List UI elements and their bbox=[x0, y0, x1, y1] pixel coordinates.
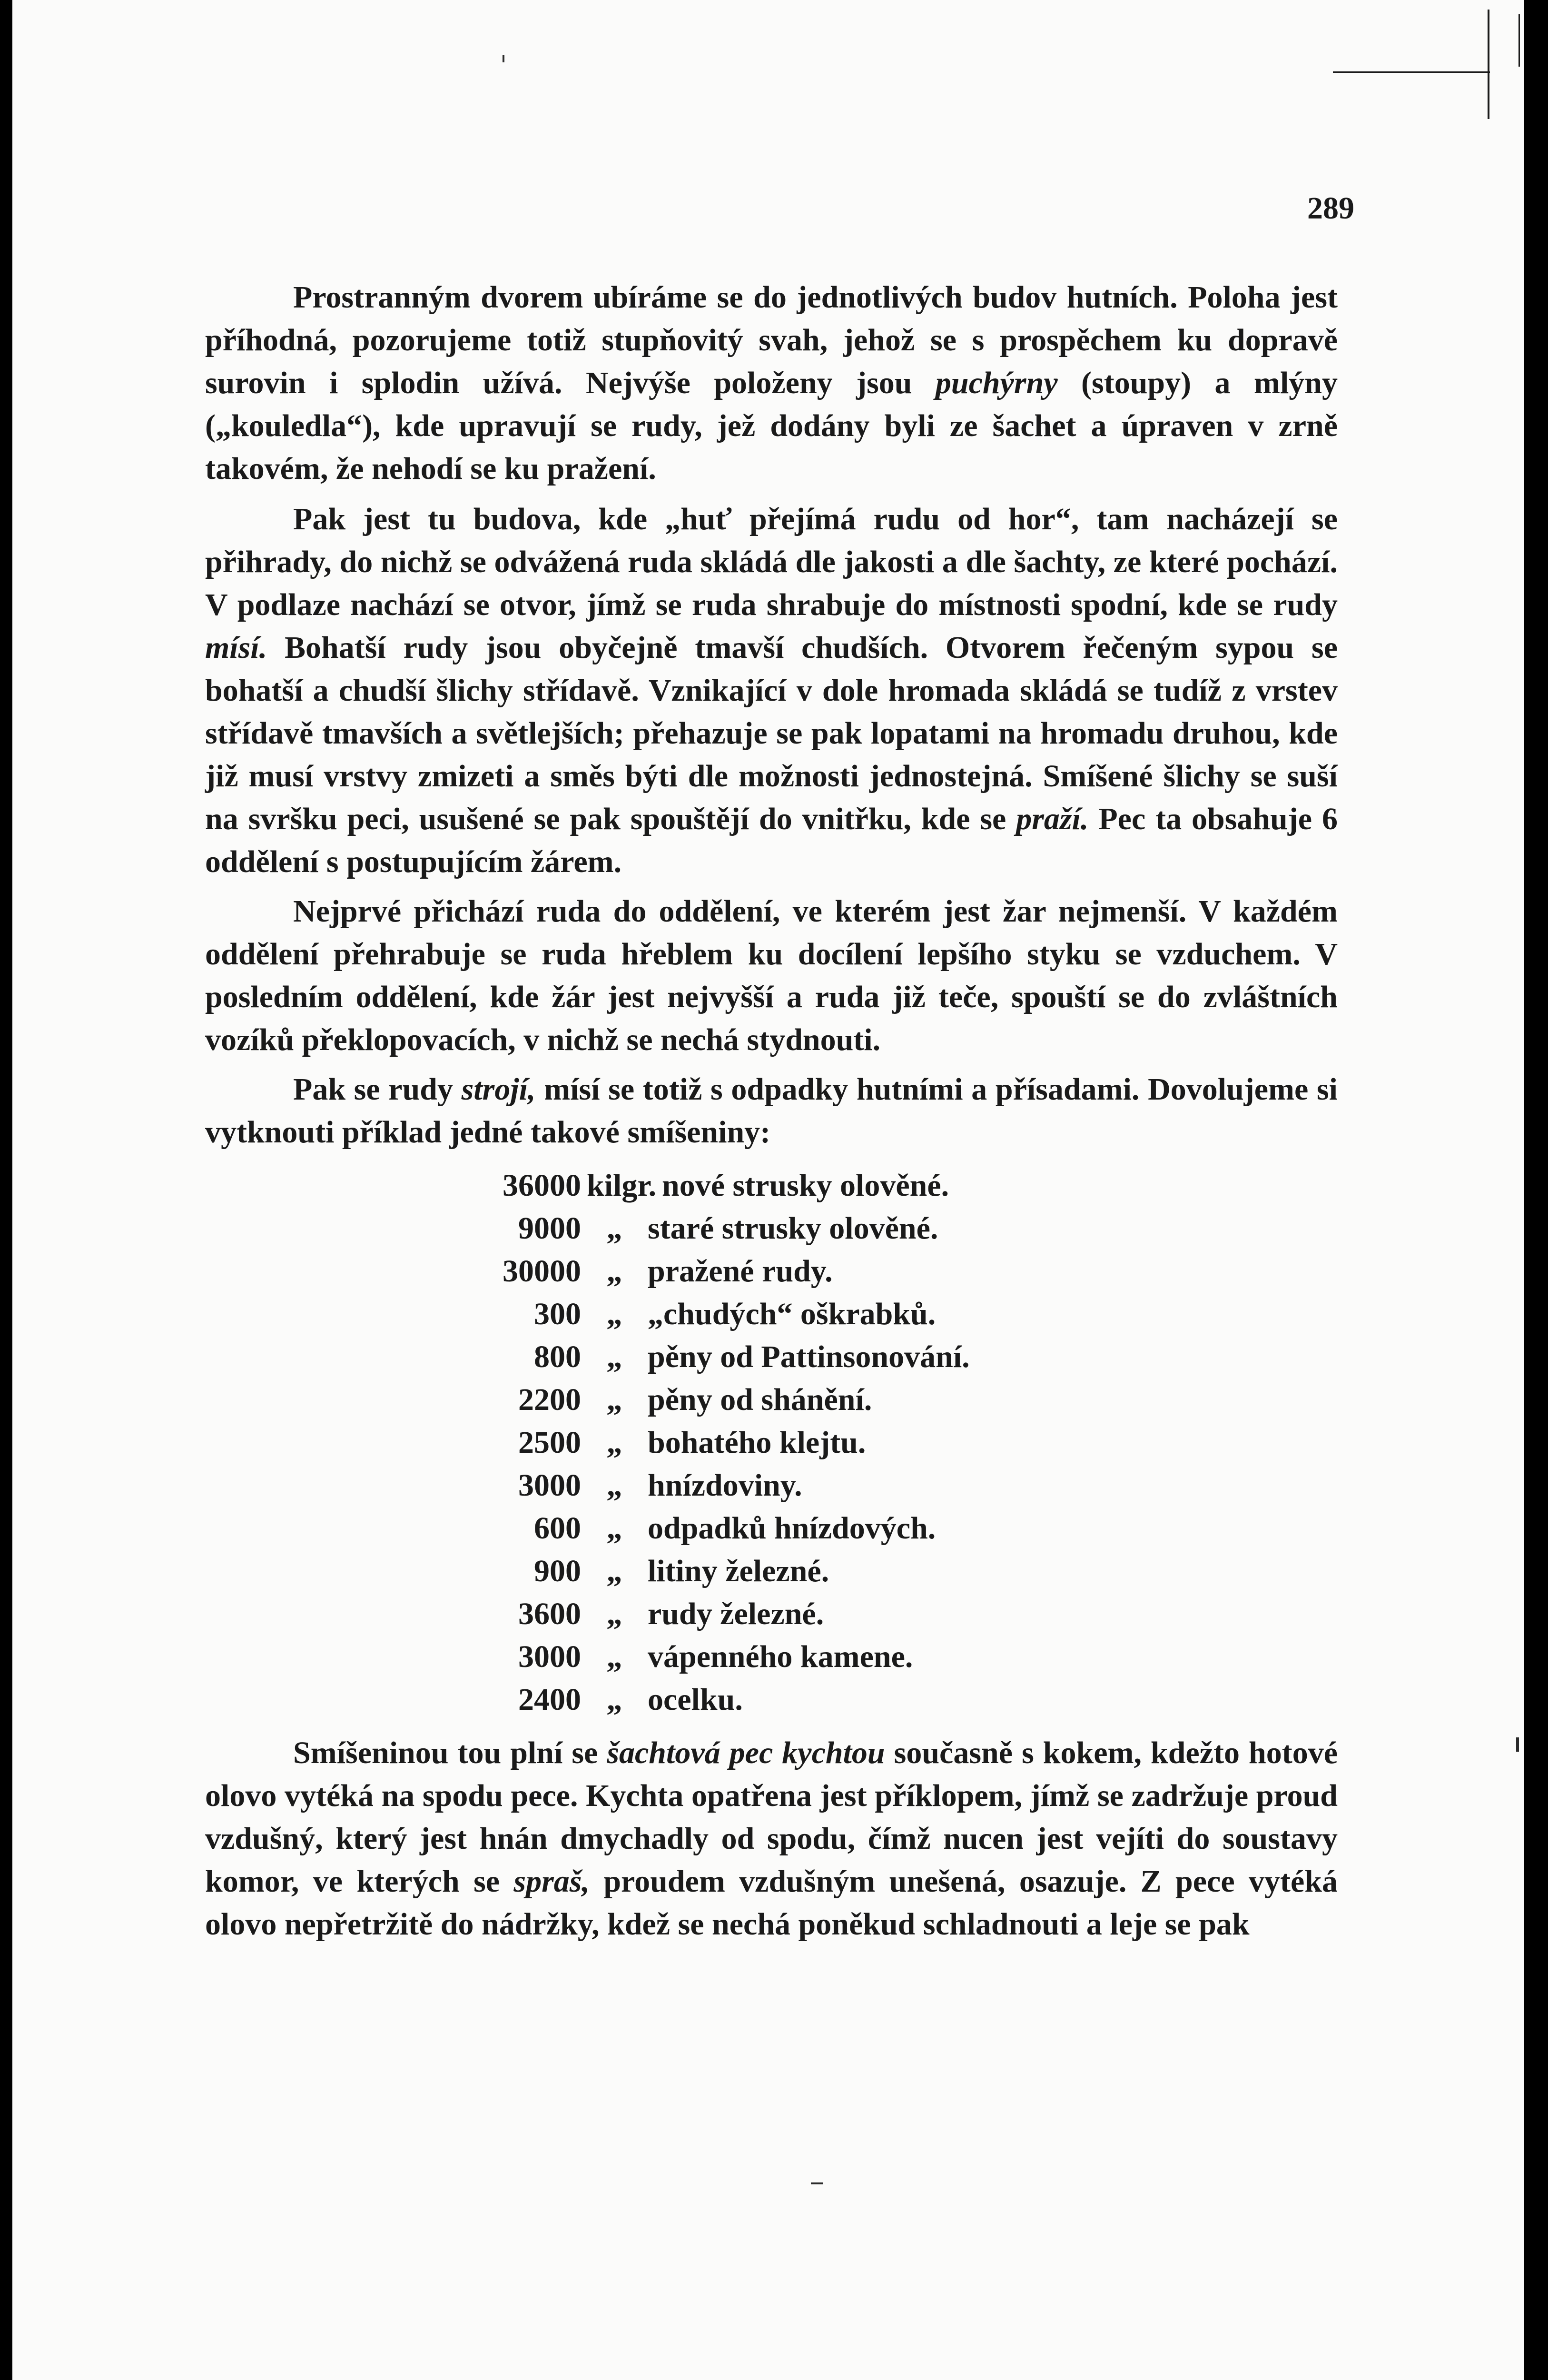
mixture-quantity: 900 bbox=[534, 1554, 581, 1588]
mixture-quantity: 2400 bbox=[518, 1682, 581, 1717]
mixture-unit: „ bbox=[606, 1597, 622, 1631]
mixture-quantity: 3600 bbox=[518, 1597, 581, 1631]
mixture-description: pěny od Pattinsonování. bbox=[648, 1339, 970, 1374]
book-page bbox=[12, 0, 1524, 2380]
text-run: Bohatší rudy jsou obyčejně tmavší chudších. Otvorem řečeným sypou se bohatší a chudší šlichy střídavě. Vznikající v dole hromada skládá se tudíž z vrstev střídavě tmavších a světlejších; přehazuje se pak lopatami na hromadu druhou, kde již musí vrstvy zmizeti a směs býti dle možnosti jednostejná. Smíšené šlichy se suší na svršku peci, usušené se pak spouštějí do vnitřku, kde se bbox=[205, 630, 1338, 836]
paragraph bbox=[205, 498, 1338, 883]
mixture-quantity: 9000 bbox=[518, 1211, 581, 1246]
mixture-quantity: 800 bbox=[534, 1339, 581, 1374]
scan-edge-line bbox=[1333, 71, 1490, 73]
text-run: Pak jest tu budova, kde „huť přejímá rudu od hor“, tam nacházejí se přihrady, do nichž se odvážená ruda skládá dle jakosti a dle šachty, ze které pochází. V podlaze nachází se otvor, jímž se ruda shrabuje do místnosti spodní, kde se rudy bbox=[205, 502, 1338, 622]
mixture-row bbox=[464, 1464, 1338, 1507]
text-run: mísí se totiž s odpadky hutními a přísadami. Dovolujeme si vytknouti příklad jedné takové smíšeniny: bbox=[205, 1072, 1338, 1150]
mixture-quantity: 36000 bbox=[503, 1168, 581, 1203]
text-run: (stoupy) a mlýny („kouledla“), kde upravují se rudy, jež dodány byli ze šachet a úpraven v zrně takovém, že nehodí se ku pražení. bbox=[205, 366, 1338, 486]
scan-mark bbox=[1516, 1737, 1519, 1752]
mixture-description: pražené rudy. bbox=[648, 1254, 833, 1289]
mixture-unit: kilgr. bbox=[587, 1168, 657, 1203]
mixture-row bbox=[464, 1250, 1338, 1293]
text-run: současně s kokem, kdežto hotové olovo vytéká na spodu pece. Kychta opatřena jest příklopem, jímž se zadržuje proud vzdušný, který jest hnán dmychadly od spodu, čímž nucen jest vejíti do soustavy komor, ve kterých se bbox=[205, 1735, 1338, 1899]
mixture-unit: „ bbox=[606, 1211, 622, 1246]
page-number: 289 bbox=[1307, 191, 1354, 226]
text-run: Pec ta obsahuje 6 oddělení s postupujícím žárem. bbox=[205, 802, 1338, 879]
mixture-description: pěny od shánění. bbox=[648, 1382, 872, 1417]
mixture-description: bohatého klejtu. bbox=[648, 1425, 866, 1460]
mixture-row bbox=[464, 1593, 1338, 1636]
mixture-quantity: 2500 bbox=[518, 1425, 581, 1460]
mixture-unit: „ bbox=[606, 1682, 622, 1717]
paragraph bbox=[205, 1732, 1338, 1946]
mixture-quantity: 2200 bbox=[518, 1382, 581, 1417]
body-text bbox=[205, 276, 1338, 1953]
mixture-quantity: 300 bbox=[534, 1297, 581, 1331]
italic-term: mísí. bbox=[205, 630, 267, 665]
text-run: Pak se rudy bbox=[293, 1072, 462, 1107]
mixture-quantity: 30000 bbox=[503, 1254, 581, 1289]
mixture-description: ocelku. bbox=[648, 1682, 743, 1717]
italic-term: šachtová pec kychtou bbox=[607, 1735, 885, 1770]
paragraph bbox=[205, 276, 1338, 490]
text-run: Smíšeninou tou plní se bbox=[293, 1735, 607, 1770]
mixture-unit: „ bbox=[606, 1554, 622, 1588]
mixture-description: hnízdoviny. bbox=[648, 1468, 802, 1503]
mixture-row bbox=[464, 1378, 1338, 1421]
mixture-row bbox=[464, 1421, 1338, 1464]
mixture-unit: „ bbox=[606, 1382, 622, 1417]
mixture-description: vápenného kamene. bbox=[648, 1639, 913, 1674]
mixture-description: litiny železné. bbox=[648, 1554, 829, 1588]
mixture-list bbox=[205, 1164, 1338, 1721]
italic-term: puchýrny bbox=[935, 366, 1058, 400]
mixture-row bbox=[464, 1293, 1338, 1336]
scan-edge-line bbox=[1488, 10, 1489, 119]
mixture-unit: „ bbox=[606, 1425, 622, 1460]
mixture-quantity: 600 bbox=[534, 1511, 581, 1546]
mixture-description: nové strusky olověné. bbox=[662, 1168, 949, 1203]
scan-edge-line bbox=[1518, 14, 1520, 67]
mixture-unit: „ bbox=[606, 1639, 622, 1674]
mixture-description: odpadků hnízdových. bbox=[648, 1511, 936, 1546]
mixture-quantity: 3000 bbox=[518, 1639, 581, 1674]
mixture-unit: „ bbox=[606, 1511, 622, 1546]
mixture-description: rudy železné. bbox=[648, 1597, 824, 1631]
mixture-description: staré strusky olověné. bbox=[648, 1211, 938, 1246]
text-run: proudem vzdušným unešená, osazuje. Z pece vytéká olovo nepřetržitě do nádržky, kdež se nechá poněkud schladnouti a leje se pak bbox=[205, 1864, 1338, 1942]
mixture-row bbox=[464, 1636, 1338, 1678]
mixture-row bbox=[464, 1164, 1338, 1207]
mixture-unit: „ bbox=[606, 1468, 622, 1503]
mixture-unit: „ bbox=[606, 1297, 622, 1331]
italic-term: strojí, bbox=[461, 1072, 536, 1107]
mixture-row bbox=[464, 1507, 1338, 1550]
italic-term: praží. bbox=[1016, 802, 1089, 836]
mixture-row bbox=[464, 1550, 1338, 1593]
paragraph bbox=[205, 890, 1338, 1061]
text-run: Prostranným dvorem ubíráme se do jednotlivých budov hutních. Poloha jest příhodná, pozorujeme totiž stupňovitý svah, jehož se s prospěchem ku dopravě surovin i splodin užívá. Nejvýše položeny jsou bbox=[205, 280, 1338, 400]
mixture-row bbox=[464, 1678, 1338, 1721]
mixture-row bbox=[464, 1207, 1338, 1250]
mixture-quantity: 3000 bbox=[518, 1468, 581, 1503]
italic-term: spraš, bbox=[513, 1864, 590, 1899]
mixture-description: „chudých“ oškrabků. bbox=[648, 1297, 936, 1331]
mixture-row bbox=[464, 1336, 1338, 1378]
scan-mark bbox=[811, 2182, 823, 2184]
mixture-unit: „ bbox=[606, 1339, 622, 1374]
paragraph bbox=[205, 1068, 1338, 1154]
mixture-unit: „ bbox=[606, 1254, 622, 1289]
text-run: Nejprvé přichází ruda do oddělení, ve kterém jest žar nejmenší. V každém oddělení přehrabuje se ruda hřeblem ku docílení lepšího styku se vzduchem. V posledním oddělení, kde žár jest nejvyšší a ruda již teče, spouští se do zvláštních vozíků překlopovacích, v nichž se nechá stydnouti. bbox=[205, 894, 1338, 1057]
scan-mark bbox=[503, 55, 504, 62]
